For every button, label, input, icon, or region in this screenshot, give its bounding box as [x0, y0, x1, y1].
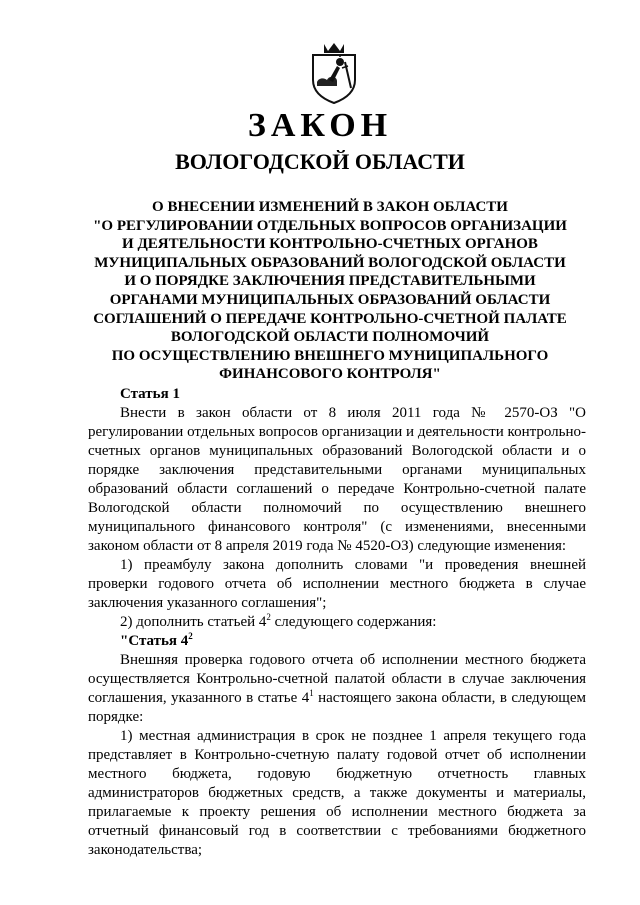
article-4-2-item-1: 1) местная администрация в срок не позднее 1 апреля текущего года представляет в Контрольно-счетную палату годовой отчет об исполнении местного бюджета, годовую бюджетную отчетность главных администраторов бюджетных средств, а также документы и материалы, прилагаемые к проекту решения об исполнении местного бюджета за отчетный финансовый год в соответствии с требованиями бюджетного законодательства; — [88, 728, 586, 858]
article-1-intro: Внести в закон области от 8 июля 2011 года № 2570-ОЗ "О регулировании отдельных вопросов организации и деятельности контрольно-счетных органов муниципальных образований Вологодской области и о порядке заключения представительными органами муниципальных образований области соглашений о передаче Контрольно-счетной палате Вологодской области полномочий по осуществлению внешнего муниципального финансового контроля" (с изменениями, внесенными законом области от 8 апреля 2019 года № 4520-ОЗ) следующие изменения: — [88, 405, 586, 554]
item-2-sup: 2 — [266, 612, 271, 622]
title-line: ФИНАНСОВОГО КОНТРОЛЯ" — [219, 366, 441, 383]
paragraph-text: Внешняя проверка годового отчета об исполнении местного бюджета осуществляется Контрольно-счетной палатой области в случае заключения соглашения, указанного в статье 4 — [88, 652, 586, 706]
title-line: И ДЕЯТЕЛЬНОСТИ КОНТРОЛЬНО-СЧЕТНЫХ ОРГАНОВ — [122, 236, 538, 253]
paragraph-sup: 1 — [309, 688, 314, 698]
title-line: ВОЛОГОДСКОЙ ОБЛАСТИ ПОЛНОМОЧИЙ — [170, 329, 490, 346]
article-1-item-1: 1) преамбулу закона дополнить словами "и проведения внешней проверки годового отчета об исполнении местного бюджета в случае заключения указанного соглашения"; — [88, 557, 586, 611]
article-4-2-heading — [88, 632, 586, 651]
title-line: ПО ОСУЩЕСТВЛЕНИЮ ВНЕШНЕГО МУНИЦИПАЛЬНОГО — [111, 347, 549, 364]
article-4-2-heading-sup: 2 — [188, 631, 193, 641]
title-line: МУНИЦИПАЛЬНЫХ ОБРАЗОВАНИЙ ВОЛОГОДСКОЙ ОБЛАСТИ — [94, 254, 566, 271]
paragraph-text-end: настоящего закона области, в следующем порядке: — [88, 690, 586, 725]
item-2-text-end: следующего содержания: — [270, 614, 437, 630]
item-2-text: 2) дополнить статьей 4 — [120, 614, 267, 630]
title-line: СОГЛАШЕНИЙ О ПЕРЕДАЧЕ КОНТРОЛЬНО-СЧЕТНОЙ ПАЛАТЕ — [93, 310, 567, 327]
article-1-heading: Статья 1 — [120, 386, 180, 402]
title-line: ОРГАНАМИ МУНИЦИПАЛЬНЫХ ОБРАЗОВАНИЙ ОБЛАСТИ — [109, 291, 551, 308]
article-4-2-paragraph — [88, 651, 586, 727]
region-title: ВОЛОГОДСКОЙ ОБЛАСТИ — [175, 149, 465, 174]
title-line: "О РЕГУЛИРОВАНИИ ОТДЕЛЬНЫХ ВОПРОСОВ ОРГАНИЗАЦИИ — [93, 217, 567, 234]
article-4-2-heading-text: "Статья 4 — [120, 633, 189, 649]
law-word: ЗАКОН — [247, 107, 393, 144]
title-line: И О ПОРЯДКЕ ЗАКЛЮЧЕНИЯ ПРЕДСТАВИТЕЛЬНЫМИ — [124, 273, 536, 290]
coat-of-arms-icon — [307, 42, 361, 104]
law-body — [88, 385, 586, 860]
law-title — [80, 198, 580, 384]
title-line: О ВНЕСЕНИИ ИЗМЕНЕНИЙ В ЗАКОН ОБЛАСТИ — [152, 199, 508, 215]
article-1-item-2 — [88, 613, 586, 632]
